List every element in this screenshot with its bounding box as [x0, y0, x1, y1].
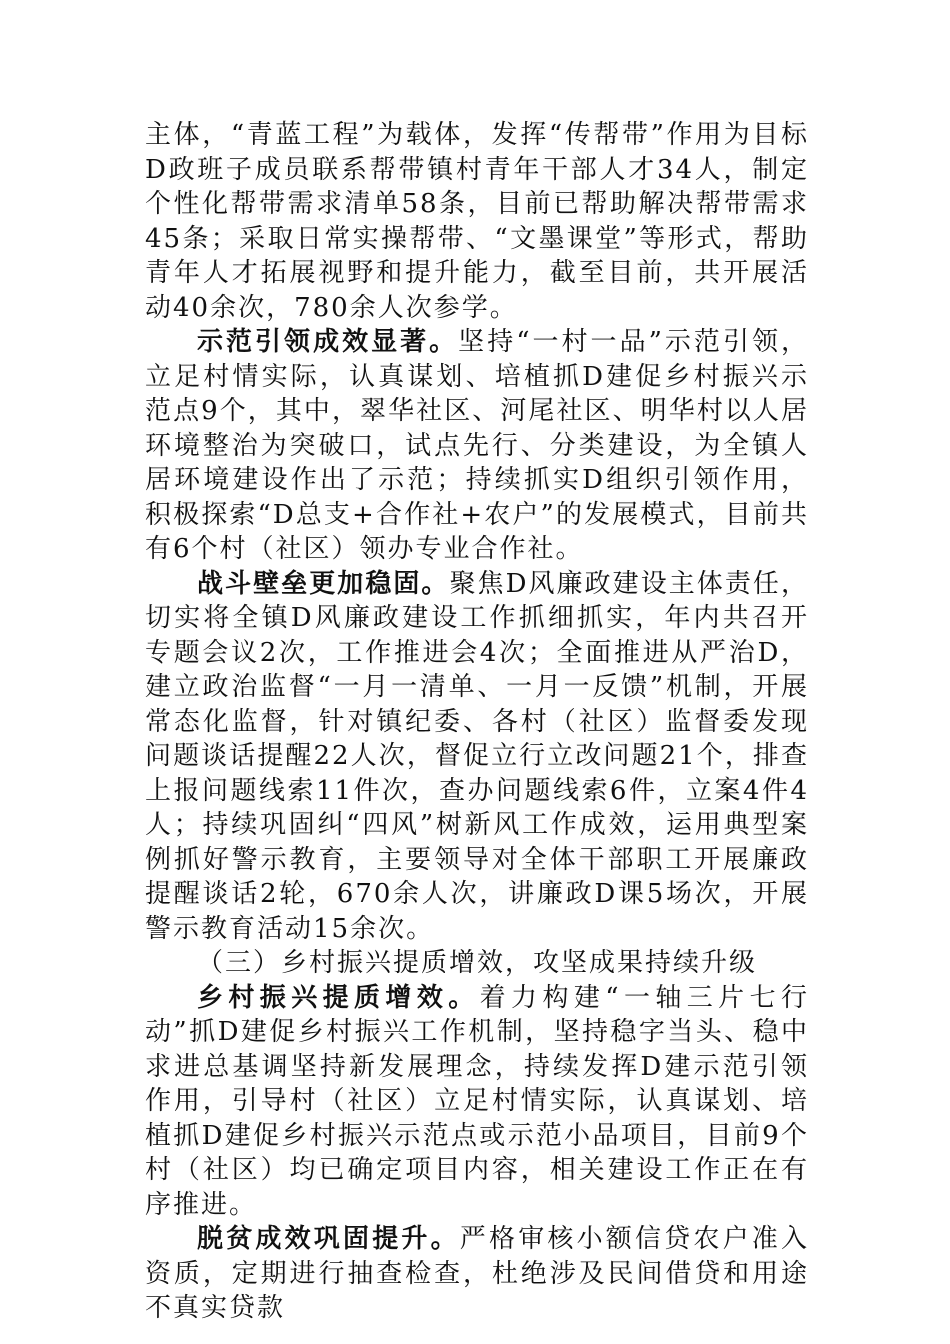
paragraph-continuation	[145, 118, 809, 325]
paragraph-lead: 战斗壁垒更加稳固。	[197, 568, 450, 599]
document-body	[145, 118, 809, 1326]
section-heading: （三）乡村振兴提质增效，攻坚成果持续升级	[197, 948, 758, 978]
paragraph-lead: 脱贫成效巩固提升。	[197, 1224, 460, 1254]
paragraph-rural-revitalization	[145, 981, 809, 1223]
paragraph-lead: 示范引领成效显著。	[197, 327, 459, 357]
paragraph-text: 聚焦D风廉政建设主体责任，切实将全镇D风廉政建设工作抓细抓实，年内共召开专题会议2次，工作推进会4次；全面推进从严治D，建立政治监督“一月一清单、一月一反馈”机制，开展常态化监督，针对镇纪委、各村（社区）监督委发现问题谈话提醒22人次，督促立行立改问题21个，排查上报问题线索11件次，查办问题线索6件，立案4件4人；持续巩固纠“四风”树新风工作成效，运用典型案例抓好警示教育，主要领导对全体干部职工开展廉政提醒谈话2轮，670余人次，讲廉政D课5场次，开展警示教育活动15余次。	[145, 568, 809, 944]
paragraph-demonstration	[145, 325, 809, 567]
paragraph-text: 主体，“青蓝工程”为载体，发挥“传帮带”作用为目标D政班子成员联系帮带镇村青年干部人才34人，制定个性化帮带需求清单58条，目前已帮助解决帮带需求45条；采取日常实操帮带、“文墨课堂”等形式，帮助青年人才拓展视野和提升能力，截至目前，共开展活动40余次，780余人次参学。	[145, 120, 809, 323]
paragraph-text: 坚持“一村一品”示范引领，立足村情实际，认真谋划、培植抓D建促乡村振兴示范点9个，其中，翠华社区、河尾社区、明华村以人居环境整治为突破口，试点先行、分类建设，为全镇人居环境建设作出了示范；持续抓实D组织引领作用，积极探索“D总支+合作社+农户”的发展模式，目前共有6个村（社区）领办专业合作社。	[145, 327, 809, 564]
paragraph-text: 严格审核小额信贷农户准入资质，定期进行抽查检查，杜绝涉及民间借贷和用途不真实贷款	[145, 1224, 809, 1323]
paragraph-text: 着力构建“一轴三片七行动”抓D建促乡村振兴工作机制，坚持稳字当头、稳中求进总基调坚持新发展理念，持续发挥D建示范引领作用，引导村（社区）立足村情实际，认真谋划、培植抓D建促乡村振兴示范点或示范小品项目，目前9个村（社区）均已确定项目内容，相关建设工作正在有序推进。	[145, 982, 809, 1220]
paragraph-lead: 乡村振兴提质增效。	[197, 982, 480, 1013]
paragraph-poverty-alleviation	[145, 1222, 809, 1326]
paragraph-fortress	[145, 567, 809, 947]
